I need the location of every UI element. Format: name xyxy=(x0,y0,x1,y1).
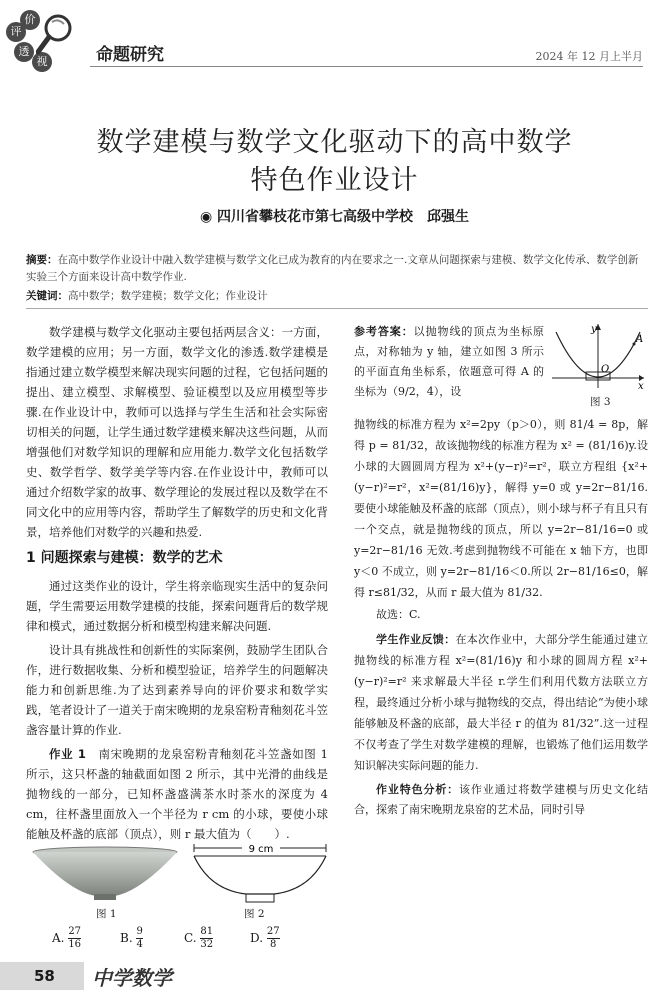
numerator: 27 xyxy=(68,926,82,937)
section-title: 命题研究 xyxy=(96,45,164,65)
numerator: 81 xyxy=(200,926,214,937)
answer-intro xyxy=(354,322,544,402)
article-title-line1: 数学建模与数学文化驱动下的高中数学 xyxy=(96,127,573,158)
keywords-label: 关键词： xyxy=(26,290,68,302)
feedback-text: 在本次作业中，大部分学生能通过建立抛物线的标准方程 x²=(81/16)y 和小球的圆周方程 x²+(y−r)²=r² 来求解最大半径 r.学生们利用代数方法联立方程，最终通过分析小球与抛物线的交点，得出结论“为使小球能够触及杯盏的底部，最大半径 r 的值为 81/32”.这一过程不仅考查了学生对数学建模的理解，也锻炼了他们运用数学知识解决实际问题的能力. xyxy=(354,633,649,772)
issue-date: 2024 年 12 月上半月 xyxy=(535,50,643,63)
choice-letter: A. xyxy=(52,931,65,945)
author-line: ◉ 四川省攀枝花市第七高级中学校 邱强生 xyxy=(199,209,470,225)
y-axis-label: y xyxy=(591,324,597,335)
figure-3-caption: 图 3 xyxy=(590,396,611,408)
abstract-text: 在高中数学作业设计中融入数学建模与数学文化已成为教育的内在要求之一.文章从问题探索与建模、数学文化传承、数学创新实验三个方面来设计高中数学作业. xyxy=(26,254,639,283)
journal-name: 中学数学 xyxy=(92,966,172,990)
answer-label: 参考答案： xyxy=(354,325,414,338)
feature-label: 作业特色分析： xyxy=(376,783,460,796)
answer-text-1: 以抛物线的顶点为坐标原点，对称轴为 y 轴，建立如图 3 所示的平面直角坐标系，依题意可得 A 的坐标为（9/2，4），设 xyxy=(354,325,545,398)
choice-b xyxy=(120,926,143,951)
bowl-cross-section xyxy=(190,840,330,908)
figure-1-caption: 图 1 xyxy=(96,908,117,920)
column-badge xyxy=(6,8,76,68)
abstract-label: 摘要： xyxy=(26,254,58,266)
choice-letter: B. xyxy=(120,931,133,945)
choice-letter: D. xyxy=(250,931,264,945)
denominator: 32 xyxy=(200,939,214,950)
choice-letter: C. xyxy=(184,931,197,945)
denominator: 16 xyxy=(68,939,82,950)
parabola-coordinate-figure xyxy=(548,322,648,392)
bowl-photo xyxy=(30,846,180,902)
task-text: 南宋晚期的龙泉窑粉青釉刻花斗笠盏如图 1 所示，这只杯盏的轴截面如图 2 所示，其中光滑的曲线是抛物线的一部分，已知杯盏盛满茶水时茶水的深度为 4 cm，往杯盏里面放入一个半径为 r cm 的小球，要使小球能触及杯盏的底部（顶点），则 r 最大值为（ ）. xyxy=(26,747,328,841)
header-rule xyxy=(90,66,643,67)
choice-d xyxy=(250,926,280,951)
badge-char: 评 xyxy=(6,22,26,42)
x-axis-label: x xyxy=(638,381,644,392)
numerator: 27 xyxy=(266,926,280,937)
magnifier-icon xyxy=(36,12,78,58)
left-column xyxy=(26,322,328,848)
paragraph: 通过这类作业的设计，学生将亲临现实生活中的复杂问题，学生需要运用数学建模的技能，探索问题背后的数学规律和模式，通过数据分析和模型构建来解决问题. xyxy=(26,579,328,633)
point-a-label: A xyxy=(636,334,644,345)
answer-body xyxy=(354,414,648,820)
abstract xyxy=(26,252,648,286)
task-paragraph xyxy=(26,744,328,844)
student-feedback xyxy=(354,629,648,776)
feature-analysis xyxy=(354,780,648,820)
answer-conclusion: 故选：C. xyxy=(376,608,421,621)
badge-char: 透 xyxy=(14,42,34,62)
dimension-label: 9 cm xyxy=(248,844,274,855)
abstract-rule xyxy=(26,308,648,309)
intro-paragraph: 数学建模与数学文化驱动主要包括两层含义：一方面，数学建模的应用；另一方面，数学文化的渗透.数学建模是指通过建立数学模型来解决现实问题的过程，它包括问题的提出、建立模型、求解模型、验证模型以及应用模型等步骤.在作业设计中，教师可以选择与学生生活和社会实际密切相关的问题，让学生通过数学建模来解决这些问题，从而增强他们对数学知识的理解和应用能力.数学文化包括数学史、数学哲学、数学美学等内容.在作业设计中，教师可以通过介绍数学家的故事、数学理论的发展过程以及数学在不同文化中的应用等内容，帮助学生了解数学的历史和文化背景，培养他们对数学的兴趣和热爱. xyxy=(26,325,328,539)
task-label: 作业 1 xyxy=(49,747,86,761)
numerator: 9 xyxy=(136,926,143,937)
choice-a xyxy=(52,926,81,951)
badge-char: 价 xyxy=(20,10,40,30)
denominator: 4 xyxy=(136,939,143,950)
page-header xyxy=(0,0,669,78)
keywords xyxy=(26,288,648,305)
keywords-text: 高中数学；数学建模；数学文化；作业设计 xyxy=(68,290,268,302)
badge-char: 视 xyxy=(32,52,52,72)
denominator: 8 xyxy=(270,939,277,950)
feedback-label: 学生作业反馈： xyxy=(376,633,456,646)
choice-c xyxy=(184,926,213,951)
section-heading: 1 问题探索与建模：数学的艺术 xyxy=(26,550,223,566)
page-number: 58 xyxy=(0,962,84,990)
figure-2-caption: 图 2 xyxy=(244,908,265,920)
paragraph: 设计具有挑战性和创新性的实际案例，鼓励学生团队合作，进行数据收集、分析和模型验证，培养学生的问题解决能力和创新思维.为了达到素养导向的评价要求和数学实践，笔者设计了一道关于南宋晚期的龙泉窑粉青釉刻花斗笠盏容量计算的作业. xyxy=(26,643,328,737)
origin-label: O xyxy=(601,364,610,375)
feature-text: 该作业通过将数学建模与历史文化结合，探索了南宋晚期龙泉窑的艺术品，同时引导 xyxy=(354,783,649,816)
answer-text-2: 抛物线的标准方程为 x²=2py（p＞0），则 81/4 = 8p，解得 p = 81/32，故该抛物线的标准方程为 x² = (81/16)y.设小球的大圆圆周方程为 x²+(y−r)²=r²，联立方程组 {x²+(y−r)²=r²，x²=(81/16)y}，解得 y=0 或 y=2r−81/16.要使小球能触及杯盏的底部（顶点），则小球与杯子有且只有一个交点，就是抛物线的顶点，所以 y=2r−81/16=0 或 y=2r−81/16 无效.考虑到抛物线不可能在 x 轴下方，也即 y＜0 不成立，则 y=2r−81/16＜0.所以 2r−81/16≤0，解得 r≤81/32，从而 r 最大值为 81/32. xyxy=(354,418,648,599)
article-title-line2: 特色作业设计 xyxy=(250,165,419,196)
